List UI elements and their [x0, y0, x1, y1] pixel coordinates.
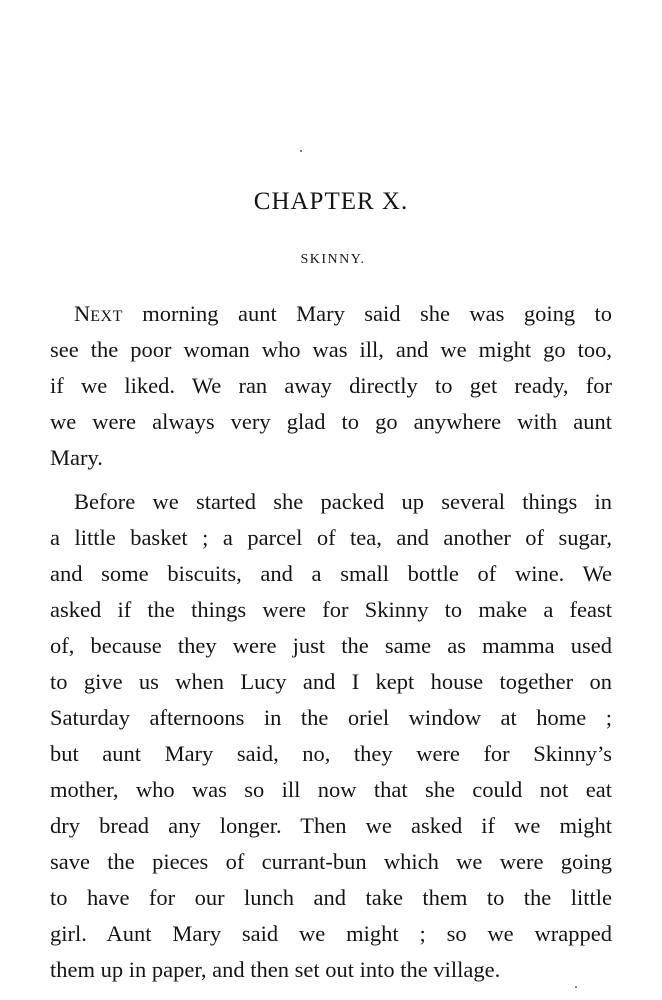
- text-line: and some biscuits, and a small bottle of wine. We: [50, 561, 612, 586]
- paragraph: [50, 296, 612, 476]
- text-line: [50, 296, 612, 332]
- text-line: girl. Aunt Mary said we might ; so we wrapped: [50, 921, 612, 946]
- chapter-subtitle: SKINNY.: [300, 252, 366, 267]
- small-caps-rest: EXT: [90, 308, 123, 325]
- text-line: to give us when Lucy and I kept house together on: [50, 669, 612, 694]
- text-line: mother, who was so ill now that she could not eat: [50, 777, 612, 802]
- text-line: Saturday afternoons in the oriel window at home ;: [50, 705, 612, 730]
- print-speck: [575, 986, 577, 988]
- text-line: see the poor woman who was ill, and we might go too,: [50, 337, 612, 362]
- text-line: Mary.: [50, 445, 103, 470]
- text-line: them up in paper, and then set out into the village.: [50, 957, 501, 982]
- text-line: but aunt Mary said, no, they were for Skinny’s: [50, 741, 612, 766]
- paragraph: [50, 484, 612, 988]
- print-speck: [300, 150, 302, 152]
- chapter-title: CHAPTER X.: [253, 188, 409, 215]
- text-line: a little basket ; a parcel of tea, and another of sugar,: [50, 525, 612, 550]
- line-text: morning aunt Mary said she was going to: [122, 301, 612, 326]
- text-line: dry bread any longer. Then we asked if we might: [50, 813, 612, 838]
- text-line: to have for our lunch and take them to the little: [50, 885, 612, 910]
- body-text: [50, 296, 612, 988]
- text-line: asked if the things were for Skinny to make a feast: [50, 597, 612, 622]
- text-line: if we liked. We ran away directly to get ready, for: [50, 373, 612, 398]
- small-caps-initial: N: [74, 301, 91, 326]
- text-line: of, because they were just the same as mamma used: [50, 633, 612, 658]
- paragraph-gap: [50, 476, 612, 484]
- text-line: Before we started she packed up several things in: [74, 489, 612, 514]
- text-line: we were always very glad to go anywhere with aunt: [50, 409, 612, 434]
- text-line: save the pieces of currant-bun which we were going: [50, 849, 612, 874]
